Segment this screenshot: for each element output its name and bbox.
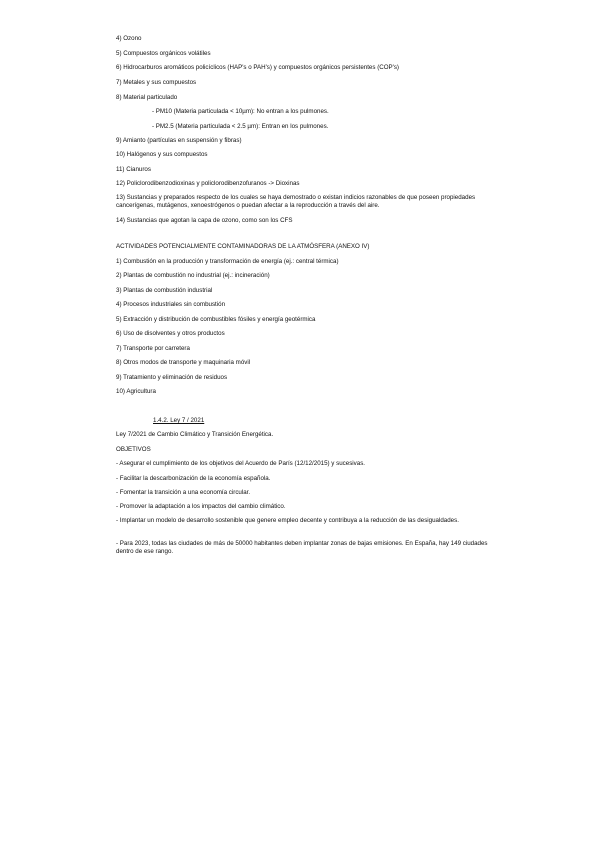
list-item: 13) Sustancias y preparados respecto de los cuales se haya demostrado o existan indicios razonables de que poseen propiedades cancerígenas, mutágenos, xenoestrógenos o puedan afectar a la reproducción a través del aire. (116, 194, 476, 209)
list-item: 9) Amianto (partículas en suspensión y fibras) (116, 137, 242, 144)
list-item: 7) Transporte por carretera (116, 345, 190, 352)
list-item: - Fomentar la transición a una economía circular. (116, 489, 251, 496)
list-item: 9) Tratamiento y eliminación de residuos (116, 374, 228, 381)
list-item: 5) Extracción y distribución de combustibles fósiles y energía geotérmica (116, 316, 316, 323)
list-item: 5) Compuestos orgánicos volátiles (116, 50, 211, 57)
list-item: - Promover la adaptación a los impactos del cambio climático. (116, 503, 286, 510)
list-item: 8) Otros modos de transporte y maquinaria móvil (116, 359, 251, 366)
list-item: 10) Halógenos y sus compuestos (116, 151, 208, 158)
list-item: - Para 2023, todas las ciudades de más de 50000 habitantes deben implantar zonas de bajas emisiones. En España, hay 149 ciudades dentro de ese rango. (116, 540, 488, 555)
section-heading: ACTIVIDADES POTENCIALMENTE CONTAMINADORAS DE LA ATMÓSFERA (ANEXO IV) (116, 243, 370, 250)
list-subitem: - PM10 (Materia particulada < 10µm): No entran a los pulmones. (152, 108, 329, 115)
paragraph: Ley 7/2021 de Cambio Climático y Transición Energética. (116, 431, 274, 438)
list-item: 12) Policlorodibenzodioxinas y policlorodibenzofuranos -> Dioxinas (116, 180, 300, 187)
list-item: 1) Combustión en la producción y transformación de energía (ej.: central térmica) (116, 258, 339, 265)
list-item: 7) Metales y sus compuestos (116, 79, 197, 86)
section-title: 1.4.2. Ley 7 / 2021 (153, 417, 205, 424)
list-item: 14) Sustancias que agotan la capa de ozono, como son los CFS (116, 217, 293, 224)
list-item: 2) Plantas de combustión no industrial (ej.: incineración) (116, 272, 270, 279)
list-item: 3) Plantas de combustión industrial (116, 287, 213, 294)
list-subitem: - PM2.5 (Materia particulada < 2.5 µm): Entran en los pulmones. (152, 123, 329, 130)
list-item: - Facilitar la descarbonización de la economía española. (116, 475, 271, 482)
list-item: - Implantar un modelo de desarrollo sostenible que genere empleo decente y contribuya a la reducción de las desigualdades. (116, 517, 459, 524)
list-item: 4) Ozono (116, 35, 142, 42)
list-item: 8) Material particulado (116, 94, 178, 101)
subsection-heading: OBJETIVOS (116, 446, 151, 453)
list-item: 4) Procesos industriales sin combustión (116, 301, 226, 308)
list-item: - Asegurar el cumplimiento de los objetivos del Acuerdo de París (12/12/2015) y sucesivas. (116, 460, 366, 467)
list-item: 10) Agricultura (116, 388, 156, 395)
list-item: 11) Cianuros (116, 166, 151, 173)
list-item: 6) Hidrocarburos aromáticos policíclicos (HAP's o PAH's) y compuestos orgánicos persistentes (COP's) (116, 64, 399, 71)
list-item: 6) Uso de disolventes y otros productos (116, 330, 225, 337)
